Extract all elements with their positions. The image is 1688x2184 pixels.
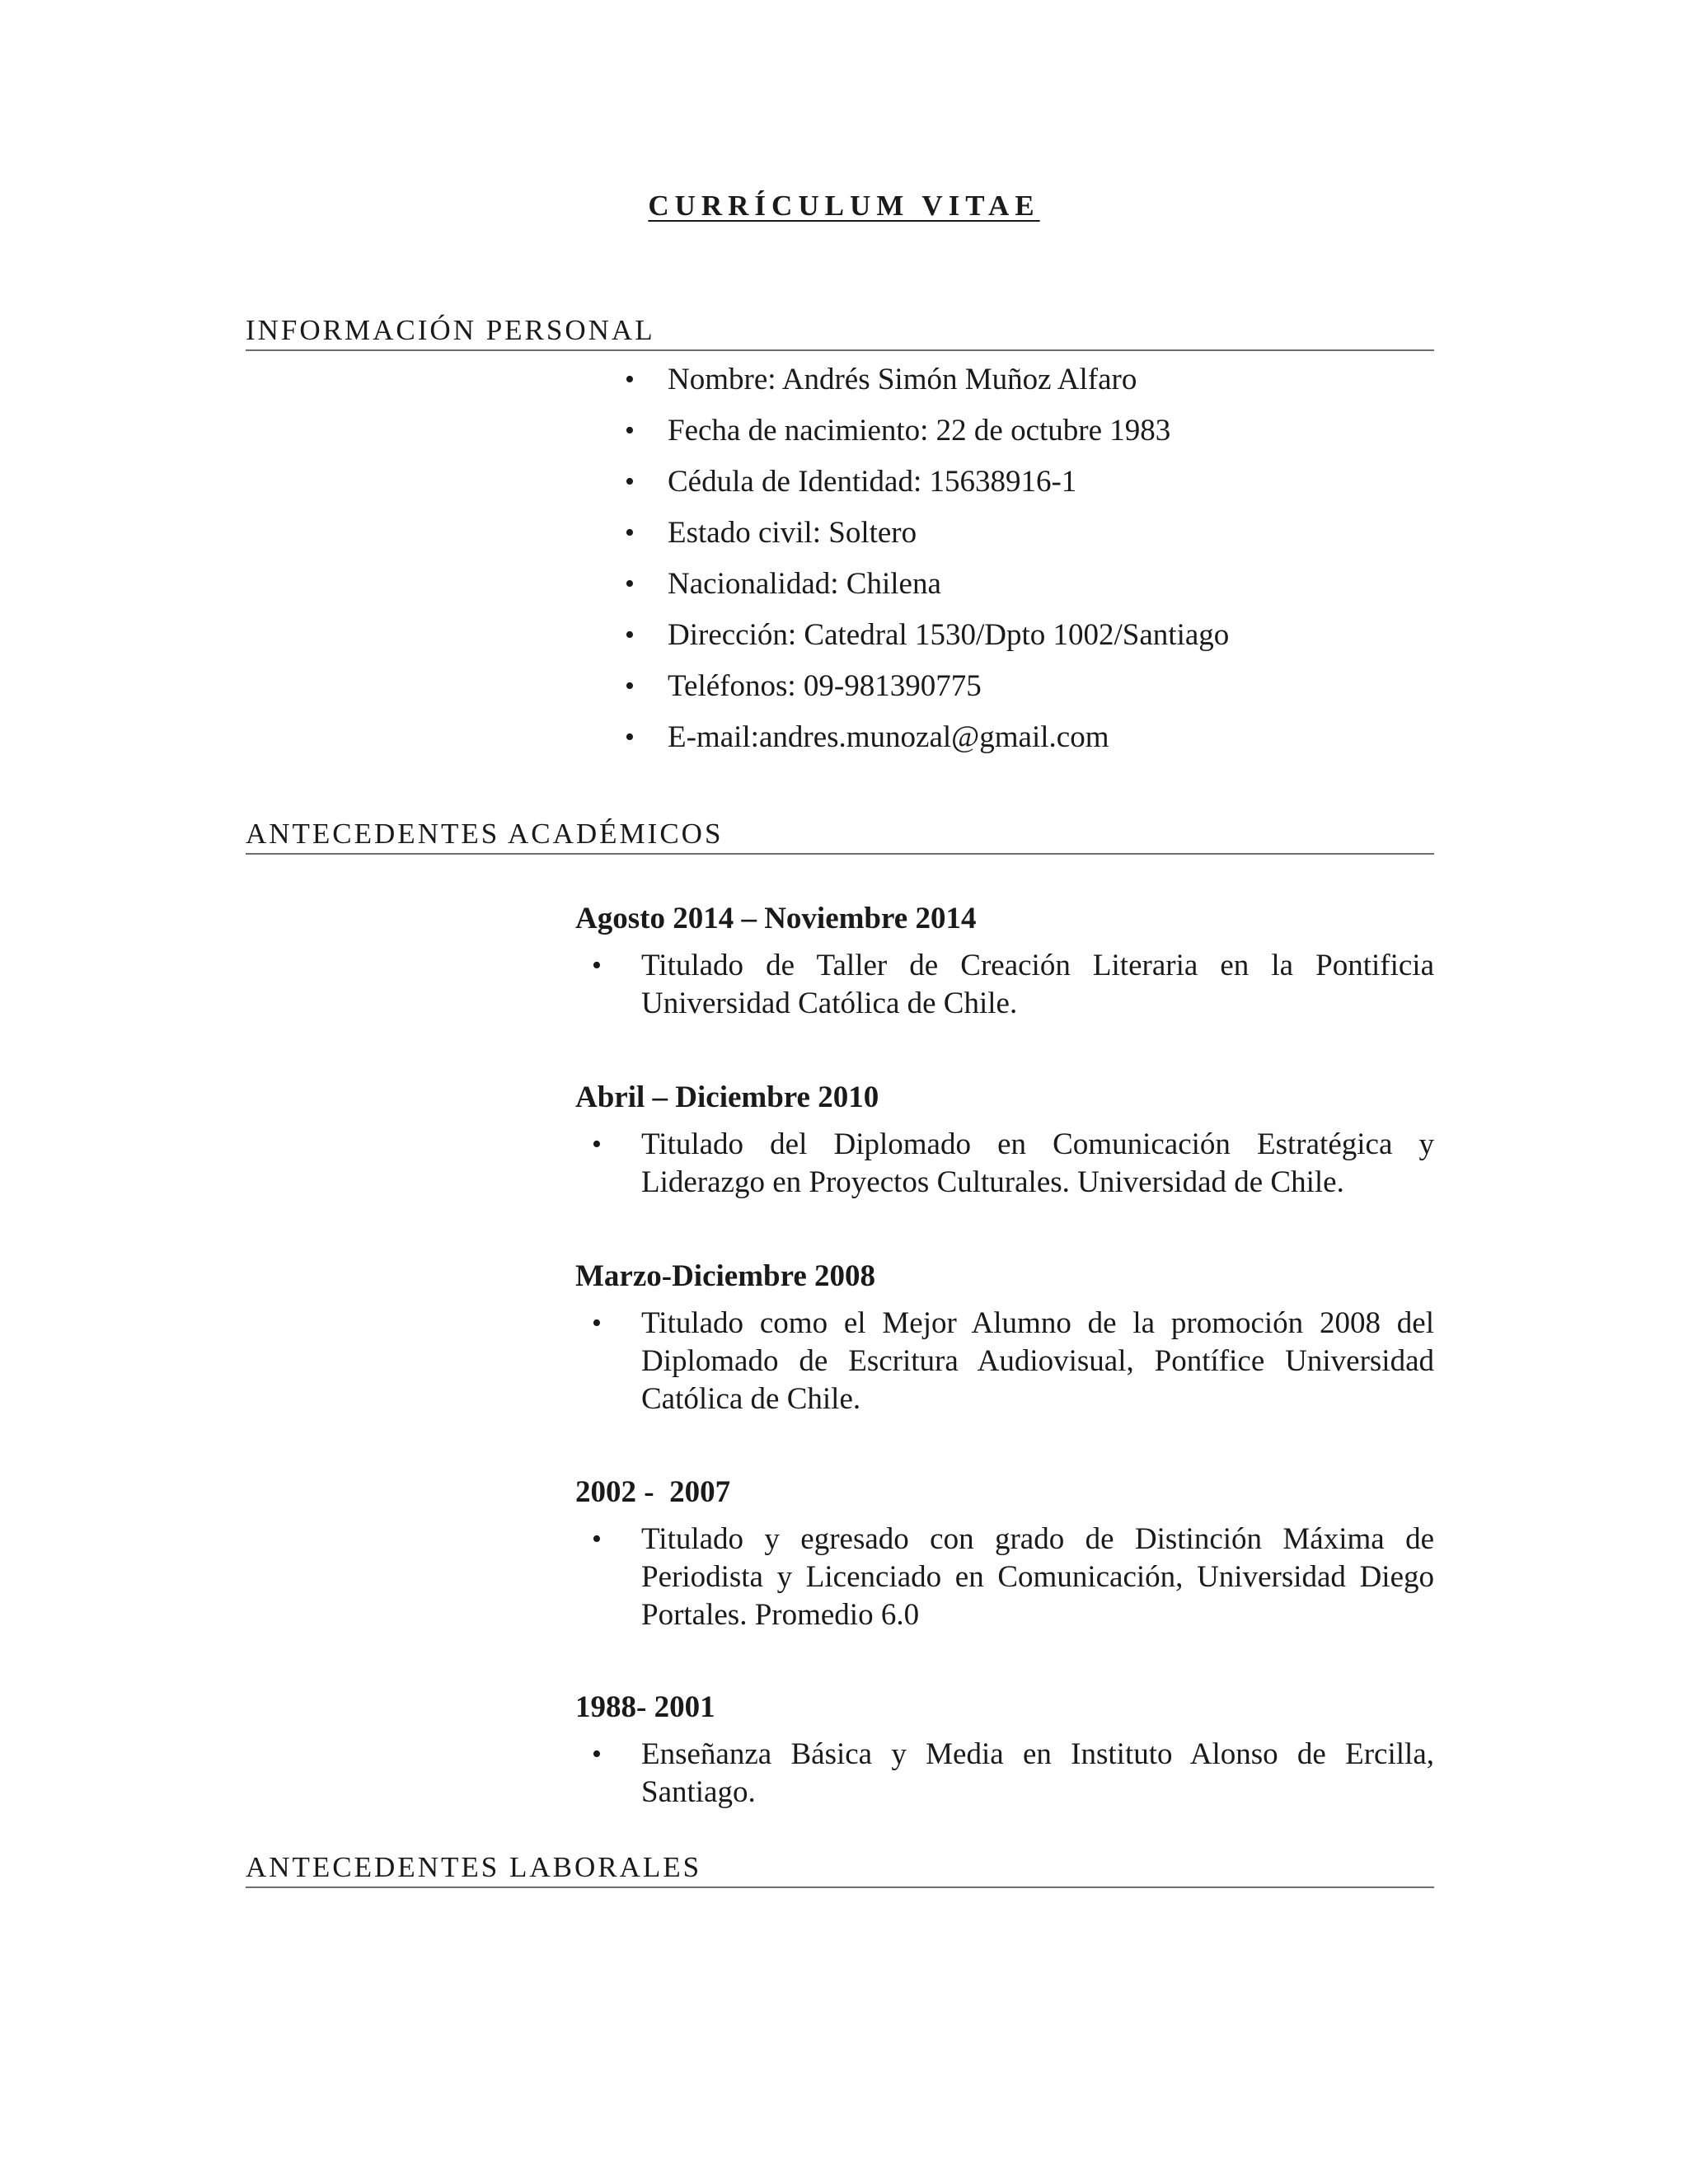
personal-item-name: Nombre: Andrés Simón Muñoz Alfaro [668,363,1137,396]
section-heading-personal: INFORMACIÓN PERSONAL [246,312,1434,351]
bullet-icon: • [592,1308,602,1338]
list-item [625,661,1229,712]
personal-info-list [625,354,1229,763]
academic-entry [575,1257,1434,1418]
bullet-icon: • [625,518,635,548]
academic-description-item [575,1126,1434,1202]
academic-description-item [575,947,1434,1023]
bullet-icon: • [592,1739,602,1769]
section-heading-academic: ANTECEDENTES ACADÉMICOS [246,815,1434,855]
academic-entry [575,899,1434,1023]
academic-description-item [575,1305,1434,1418]
bullet-icon: • [625,620,635,650]
bullet-icon: • [592,950,602,981]
academic-description: Titulado de Taller de Creación Literaria en la Pontificia Universidad Católica de Chile. [641,949,1434,1020]
bullet-icon: • [625,722,635,752]
academic-period: Agosto 2014 – Noviembre 2014 [575,902,977,935]
academic-description: Titulado del Diplomado en Comunicación Estratégica y Liderazgo en Proyectos Culturales. Universidad de Chile. [641,1127,1434,1199]
list-item [625,610,1229,661]
personal-item-email: E-mail:andres.munozal@gmail.com [668,720,1109,754]
academic-description-item [575,1736,1434,1811]
bullet-icon: • [625,671,635,701]
bullet-icon: • [625,466,635,497]
academic-description-item [575,1521,1434,1634]
academic-period: 1988- 2001 [575,1690,715,1724]
bullet-icon: • [592,1129,602,1160]
academic-entry [575,1688,1434,1811]
bullet-icon: • [592,1524,602,1554]
personal-item-id: Cédula de Identidad: 15638916-1 [668,465,1077,499]
personal-item-civil-status: Estado civil: Soltero [668,516,917,550]
list-item [625,457,1229,508]
personal-item-phone: Teléfonos: 09-981390775 [668,669,982,703]
academic-entry [575,1078,1434,1202]
bullet-icon: • [625,569,635,599]
list-item [625,508,1229,559]
personal-item-nationality: Nacionalidad: Chilena [668,567,941,601]
list-item [625,559,1229,610]
bullet-icon: • [625,364,635,395]
document-title-text: CURRÍCULUM VITAE [648,190,1040,222]
list-item [625,354,1229,405]
academic-period: Abril – Diciembre 2010 [575,1080,879,1114]
academic-period: 2002 - 2007 [575,1475,731,1509]
bullet-icon: • [625,415,635,446]
list-item [625,405,1229,457]
list-item [625,712,1229,763]
academic-period: Marzo-Diciembre 2008 [575,1259,876,1293]
academic-entry [575,1473,1434,1634]
academic-description: Titulado como el Mejor Alumno de la promoción 2008 del Diplomado de Escritura Audiovisual, Pontífice Universidad Católica de Chile. [641,1306,1434,1416]
personal-item-birthdate: Fecha de nacimiento: 22 de octubre 1983 [668,414,1171,448]
academic-description: Enseñanza Básica y Media en Instituto Alonso de Ercilla, Santiago. [641,1737,1434,1809]
academic-description: Titulado y egresado con grado de Distinción Máxima de Periodista y Licenciado en Comunicación, Universidad Diego Portales. Promedio 6.0 [641,1522,1434,1632]
document-title [0,186,1688,226]
personal-item-address: Dirección: Catedral 1530/Dpto 1002/Santiago [668,618,1230,652]
section-heading-work: ANTECEDENTES LABORALES [246,1849,1434,1888]
